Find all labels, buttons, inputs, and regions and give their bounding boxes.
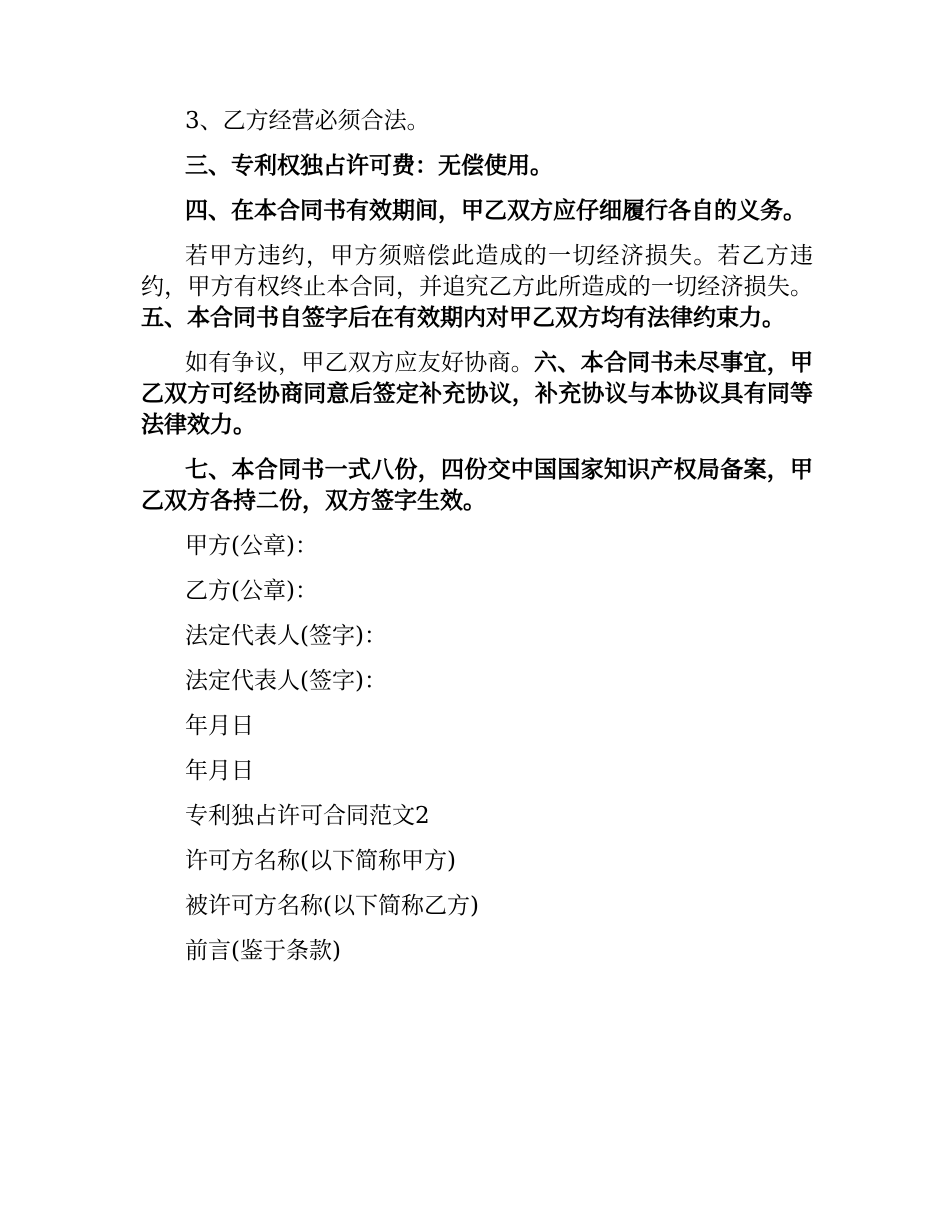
signature-line: 乙方(公章)： <box>185 578 318 604</box>
document-page <box>141 106 813 981</box>
date-line: 年月日 <box>185 758 254 784</box>
preamble <box>141 936 813 967</box>
article-7-copies <box>141 455 813 517</box>
signature-line: 法定代表人(签字)： <box>185 623 387 649</box>
party-a-seal <box>141 531 813 562</box>
representative-b-signature <box>141 666 813 697</box>
section-title: 专利独占许可合同范文2 <box>185 803 430 829</box>
article-4-obligations <box>141 196 813 227</box>
paragraph-text: 前言(鉴于条款) <box>185 938 341 964</box>
date-a <box>141 711 813 742</box>
paragraph-heading: 六、本合同书未尽事宜，甲乙双方可经协商同意后签定补充协议，补充协议与本协议具有同等法律效力。 <box>141 350 814 438</box>
paragraph-heading: 四、在本合同书有效期间，甲乙双方应仔细履行各自的义务。 <box>185 198 806 224</box>
signature-line: 法定代表人(签字)： <box>185 668 387 694</box>
signature-line: 甲方(公章)： <box>185 533 318 559</box>
sample-2-title <box>141 801 813 832</box>
party-b-seal <box>141 576 813 607</box>
article-3-license-fee <box>141 151 813 182</box>
paragraph-heading: 五、本合同书自签字后在有效期内对甲乙双方均有法律约束力。 <box>141 305 785 331</box>
date-b <box>141 756 813 787</box>
licensee-name <box>141 891 813 922</box>
paragraph-text: 被许可方名称(以下简称乙方) <box>185 893 479 919</box>
paragraph-heading: 七、本合同书一式八份，四份交中国国家知识产权局备案，甲乙双方各持二份，双方签字生效。 <box>141 457 813 514</box>
paragraph-text: 若甲方违约，甲方须赔偿此造成的一切经济损失。若乙方违约，甲方有权终止本合同，并追究乙方此所造成的一切经济损失。 <box>141 243 813 300</box>
paragraph-text: 许可方名称(以下简称甲方) <box>185 848 456 874</box>
breach-and-article-5 <box>141 241 813 334</box>
licensor-name <box>141 846 813 877</box>
paragraph-text: 3、乙方经营必须合法。 <box>185 108 430 134</box>
dispute-and-article-6 <box>141 348 813 441</box>
representative-a-signature <box>141 621 813 652</box>
date-line: 年月日 <box>185 713 254 739</box>
paragraph-text: 如有争议，甲乙双方应友好协商。 <box>185 350 535 376</box>
clause-3-legal-operation <box>141 106 813 137</box>
paragraph-heading: 三、专利权独占许可费：无偿使用。 <box>185 153 553 179</box>
